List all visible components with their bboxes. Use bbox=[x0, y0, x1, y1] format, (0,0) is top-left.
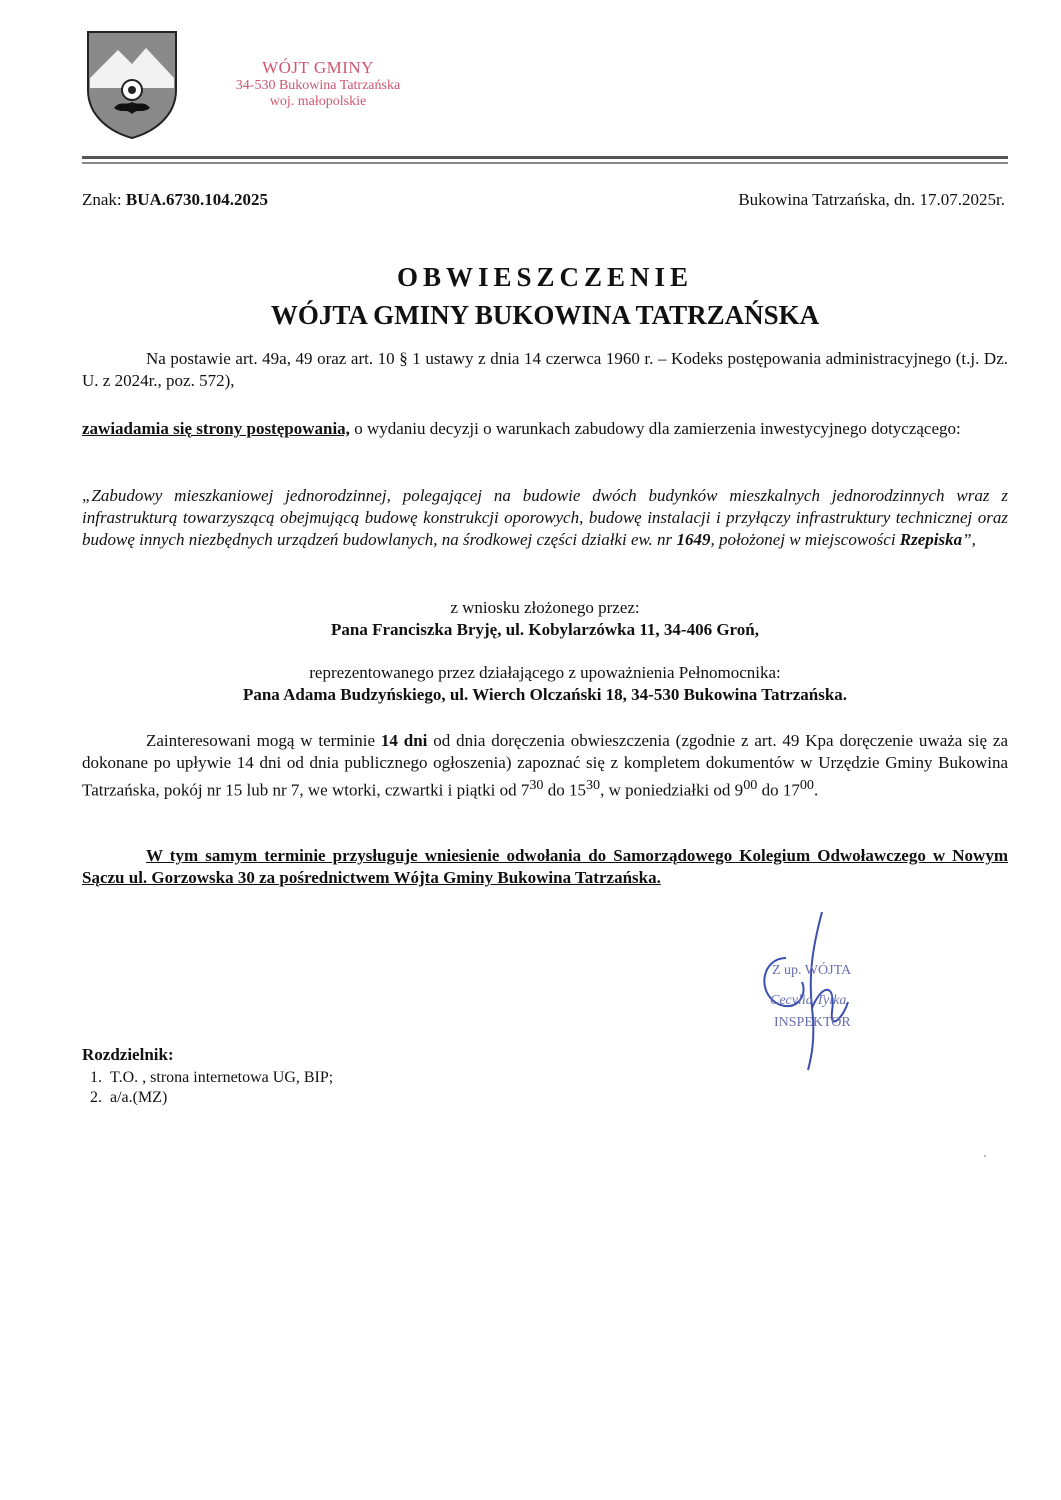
distribution-item-1: T.O. , strona internetowa UG, BIP; bbox=[110, 1069, 334, 1086]
investment-text-2: , położonej w miejscowości bbox=[710, 530, 900, 549]
legal-basis-paragraph: Na postawie art. 49a, 49 oraz art. 10 § 1 ustawy z dnia 14 czerwca 1960 r. – Kodeks postępowania administracyjnego (t.j. Dz. U. z 2024r., poz. 572), bbox=[82, 349, 1008, 390]
investment-text: „Zabudowy mieszkaniowej jednorodzinnej, polegającej na budowie dwóch budynków mieszkalnych jednorodzinnych wraz z infrastrukturą towarzyszącą obejmującą budowę konstrukcji oporowych, budowę instalacji i przyłączy infrastruktury technicznej oraz budowę innych niezbędnych urządzeń budowlanych, na środkowej części działki ew. nr bbox=[82, 486, 1008, 549]
investment-description bbox=[82, 485, 1008, 551]
inspection-text-2: od dnia doręczenia obwieszczenia (zgodnie z art. 49 Kpa doręczenie uważa się za dokonane po upływie 14 dni od dnia publicznego ogłoszenia) zapoznać się z kompletem dokumentów w Urzędzie Gminy Bukowina Tatrzańska, pokój nr 15 lub nr 7, we wtorki, czwartki i piątki od 7 bbox=[82, 731, 1009, 800]
inspection-paragraph bbox=[82, 730, 1008, 802]
signature-stamp bbox=[752, 912, 892, 1072]
signature-line-2: Cecylia Tylka bbox=[770, 993, 847, 1008]
applicant: Pana Franciszka Bryję, ul. Kobylarzówka 11, 34-406 Groń, bbox=[331, 620, 759, 639]
inspection-text-6: . bbox=[814, 780, 819, 800]
signature-line-1: Z up. WÓJTA bbox=[772, 963, 852, 978]
representative-intro: reprezentowanego przez działającego z upoważnienia Pełnomocnika: bbox=[309, 663, 781, 682]
office-stamp bbox=[218, 58, 418, 110]
appeal-paragraph: W tym samym terminie przysługuje wniesienie odwołania do Samorządowego Kolegium Odwoławczego w Nowym Sączu ul. Gorzowska 30 za pośrednictwem Wójta Gminy Bukowina Tatrzańska. bbox=[82, 846, 1008, 887]
reference-label: Znak: bbox=[82, 190, 122, 209]
scan-speck bbox=[984, 1155, 986, 1157]
signature-line-3: INSPEKTOR bbox=[774, 1015, 851, 1030]
stamp-line-3: woj. małopolskie bbox=[269, 93, 367, 109]
inspection-days: 14 dni bbox=[380, 731, 428, 750]
inspection-text-4: , w poniedziałki od 9 bbox=[600, 780, 744, 800]
time-sup-1: 30 bbox=[529, 777, 544, 793]
inspection-text: Zainteresowani mogą w terminie bbox=[146, 731, 381, 750]
notification-bold: zawiadamia się strony postępowania, bbox=[82, 419, 350, 438]
document-subtitle: WÓJTA GMINY BUKOWINA TATRZAŃSKA bbox=[270, 300, 820, 330]
representative: Pana Adama Budzyńskiego, ul. Wierch Olczański 18, 34-530 Bukowina Tatrzańska. bbox=[242, 685, 848, 704]
notification-rest: o wydaniu decyzji o warunkach zabudowy dla zamierzenia inwestycyjnego dotyczącego: bbox=[349, 419, 961, 438]
header-rule-top bbox=[82, 156, 1008, 159]
applicant-intro: z wniosku złożonego przez: bbox=[450, 598, 640, 617]
distribution-heading: Rozdzielnik: bbox=[82, 1045, 174, 1064]
municipality-crest bbox=[84, 28, 180, 140]
stamp-line-2: 34-530 Bukowina Tatrzańska bbox=[235, 77, 401, 93]
place-date: Bukowina Tatrzańska, dn. 17.07.2025r. bbox=[738, 190, 1005, 209]
distribution-item: 2. a/a.(MZ) bbox=[90, 1089, 168, 1106]
inspection-text-3: do 15 bbox=[543, 780, 586, 800]
header-rule-bottom bbox=[82, 162, 1008, 164]
notification-paragraph bbox=[82, 418, 1008, 440]
reference-value: BUA.6730.104.2025 bbox=[125, 190, 269, 209]
distribution-item-2: a/a.(MZ) bbox=[110, 1089, 168, 1106]
time-sup-2: 30 bbox=[585, 777, 601, 793]
inspection-text-5: do 17 bbox=[757, 780, 800, 800]
distribution-item: 1. T.O. , strona internetowa UG, BIP; bbox=[90, 1069, 334, 1086]
investment-text-end: ”, bbox=[962, 530, 976, 549]
parcel-number: 1649 bbox=[676, 530, 711, 549]
locality: Rzepiska bbox=[899, 530, 963, 549]
reference-number bbox=[82, 190, 268, 210]
time-sup-4: 00 bbox=[799, 777, 814, 793]
stamp-line-1: WÓJT GMINY bbox=[262, 58, 374, 77]
time-sup-3: 00 bbox=[743, 777, 758, 793]
document-title: OBWIESZCZENIE bbox=[396, 262, 694, 292]
